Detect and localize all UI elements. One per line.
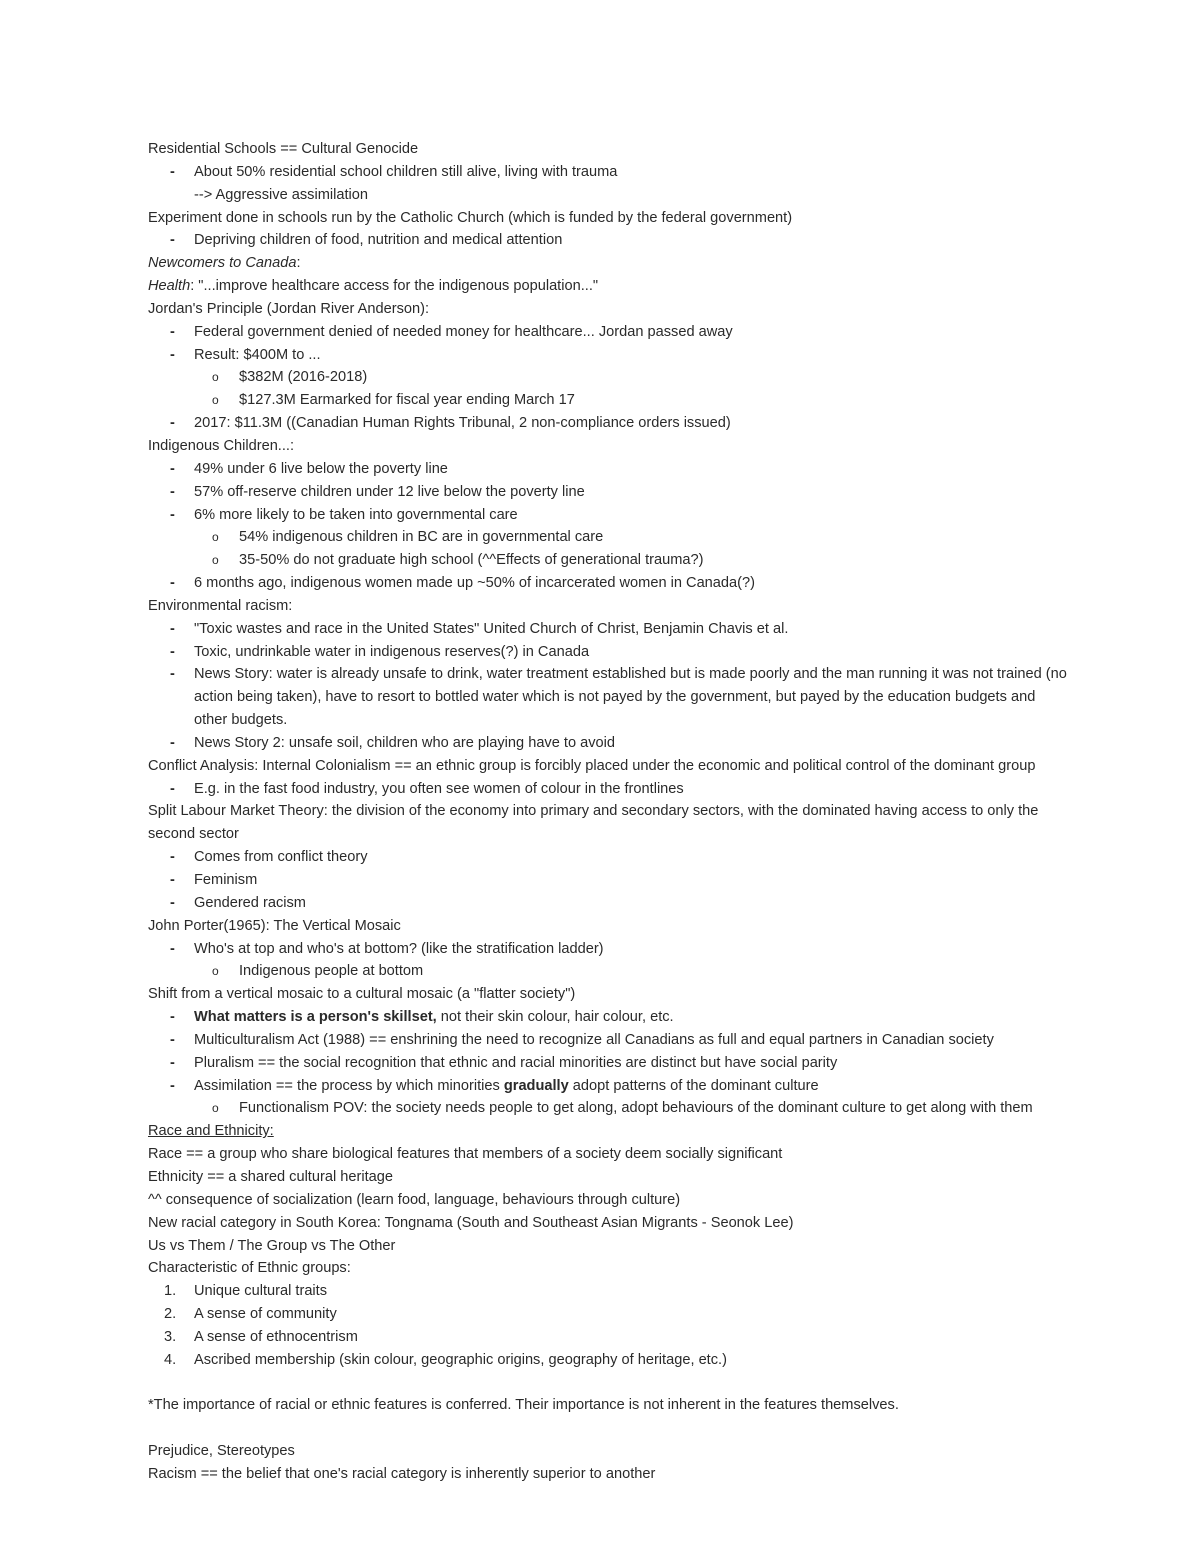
continuation-line: --> Aggressive assimilation: [194, 186, 368, 203]
bullet-item: - E.g. in the fast food industry, you often see women of colour in the frontlines: [148, 778, 1068, 801]
numbered-item: [148, 1349, 1068, 1372]
heading-prejudice: Prejudice, Stereotypes: [148, 1443, 295, 1460]
notes-page: [148, 138, 1068, 1486]
bullet-item: [148, 1006, 1068, 1029]
bullet-item: - 6 months ago, indigenous women made up ~50% of incarcerated women in Canada(?): [148, 572, 1068, 595]
health-line: [148, 275, 1068, 298]
item-text: A sense of community: [194, 1306, 337, 1323]
item-number: 1.: [164, 1283, 177, 1300]
text-line: New racial category in South Korea: Tongnama (South and Southeast Asian Migrants - Seonok Lee): [148, 1214, 794, 1231]
sub-bullet-item: o $127.3M Earmarked for fiscal year ending March 17: [148, 389, 1068, 412]
racism-definition: Racism == the belief that one's racial category is inherently superior to another: [148, 1465, 656, 1482]
bold-gradually: gradually: [503, 1077, 569, 1094]
bullet-item: - 6% more likely to be taken into governmental care: [148, 504, 1068, 527]
item-text: Ascribed membership (skin colour, geographic origins, geography of heritage, etc.): [194, 1351, 727, 1368]
split-labour-line: Split Labour Market Theory: the division of the economy into primary and secondary sectors, with the dominated having access to only the second sector: [148, 803, 1039, 843]
bullet-item: - Federal government denied of needed money for healthcare... Jordan passed away: [148, 321, 1068, 344]
heading-race-ethnicity: Race and Ethnicity:: [148, 1123, 274, 1140]
bullet-item: - Toxic, undrinkable water in indigenous reserves(?) in Canada: [148, 641, 1068, 664]
text-line: Us vs Them / The Group vs The Other: [148, 1237, 396, 1254]
numbered-item: [148, 1326, 1068, 1349]
item-text: Unique cultural traits: [194, 1283, 328, 1300]
importance-note: *The importance of racial or ethnic features is conferred. Their importance is not inherent in the features themselves.: [148, 1397, 899, 1414]
bullet-item: - News Story: water is already unsafe to drink, water treatment established but is made poorly and the man running it was not trained (no action being taken), have to resort to bottled water which is not payed by the government, but payed by the education budgets and other budgets.: [148, 663, 1068, 732]
bullet-item: - Comes from conflict theory: [148, 846, 1068, 869]
shift-line: Shift from a vertical mosaic to a cultural mosaic (a "flatter society"): [148, 986, 576, 1003]
bullet-item: - "Toxic wastes and race in the United States" United Church of Christ, Benjamin Chavis et al.: [148, 618, 1068, 641]
bullet-item: - Multiculturalism Act (1988) == enshrining the need to recognize all Canadians as full and equal partners in Canadian society: [148, 1029, 1068, 1052]
text-line: Ethnicity == a shared cultural heritage: [148, 1168, 393, 1185]
sub-bullet-item: o 35-50% do not graduate high school (^^Effects of generational trauma?): [148, 549, 1068, 572]
sub-bullet-item: o Indigenous people at bottom: [148, 960, 1068, 983]
spacer: [148, 1372, 1068, 1395]
bullet-item: - 57% off-reserve children under 12 live below the poverty line: [148, 481, 1068, 504]
bullet-item: - Result: $400M to ...: [148, 344, 1068, 367]
heading-environmental-racism: Environmental racism:: [148, 597, 293, 614]
heading-characteristics: Characteristic of Ethnic groups:: [148, 1260, 351, 1277]
text-line: Experiment done in schools run by the Catholic Church (which is funded by the federal government): [148, 209, 793, 226]
assimilation-rest: adopt patterns of the dominant culture: [568, 1077, 819, 1094]
newcomers-colon: :: [296, 255, 301, 272]
bullet-item: - Feminism: [148, 869, 1068, 892]
item-number: 3.: [164, 1328, 177, 1345]
spacer: [148, 1417, 1068, 1440]
text-line: Race == a group who share biological features that members of a society deem socially significant: [148, 1146, 783, 1163]
heading-john-porter: John Porter(1965): The Vertical Mosaic: [148, 917, 401, 934]
conflict-analysis-line: Conflict Analysis: Internal Colonialism == an ethnic group is forcibly placed under the economic and political control of the dominant group: [148, 757, 1036, 774]
assimilation-text: Assimilation == the process by which minorities: [194, 1077, 504, 1094]
bullet-item: - News Story 2: unsafe soil, children who are playing have to avoid: [148, 732, 1068, 755]
newcomers-label: Newcomers to Canada: [148, 255, 297, 272]
health-label: Health: [148, 278, 191, 295]
bullet-item: - Who's at top and who's at bottom? (like the stratification ladder): [148, 938, 1068, 961]
heading-newcomers: [148, 252, 1068, 275]
sub-bullet-item: o $382M (2016-2018): [148, 366, 1068, 389]
item-text: A sense of ethnocentrism: [194, 1328, 358, 1345]
sub-bullet-item: o Functionalism POV: the society needs people to get along, adopt behaviours of the dominant culture to get along with them: [148, 1097, 1068, 1120]
bullet-item: - 49% under 6 live below the poverty line: [148, 458, 1068, 481]
numbered-item: [148, 1303, 1068, 1326]
bullet-item: - Gendered racism: [148, 892, 1068, 915]
sub-bullet-item: o 54% indigenous children in BC are in governmental care: [148, 526, 1068, 549]
text-line: ^^ consequence of socialization (learn food, language, behaviours through culture): [148, 1191, 681, 1208]
skillset-rest: not their skin colour, hair colour, etc.: [436, 1009, 674, 1026]
item-number: 2.: [164, 1306, 177, 1323]
heading-residential-schools: Residential Schools == Cultural Genocide: [148, 141, 419, 157]
bullet-item: - About 50% residential school children still alive, living with trauma: [148, 161, 1068, 184]
item-number: 4.: [164, 1351, 177, 1368]
bullet-item: - Depriving children of food, nutrition and medical attention: [148, 229, 1068, 252]
numbered-item: [148, 1280, 1068, 1303]
bullet-item: [148, 1075, 1068, 1098]
bullet-item: - Pluralism == the social recognition that ethnic and racial minorities are distinct but have social parity: [148, 1052, 1068, 1075]
health-text: : "...improve healthcare access for the indigenous population...": [190, 278, 599, 295]
heading-indigenous-children: Indigenous Children...:: [148, 437, 295, 454]
heading-jordans-principle: Jordan's Principle (Jordan River Anderson):: [148, 300, 430, 317]
bullet-item: - 2017: $11.3M ((Canadian Human Rights Tribunal, 2 non-compliance orders issued): [148, 412, 1068, 435]
bold-skillset: What matters is a person's skillset,: [194, 1009, 437, 1026]
